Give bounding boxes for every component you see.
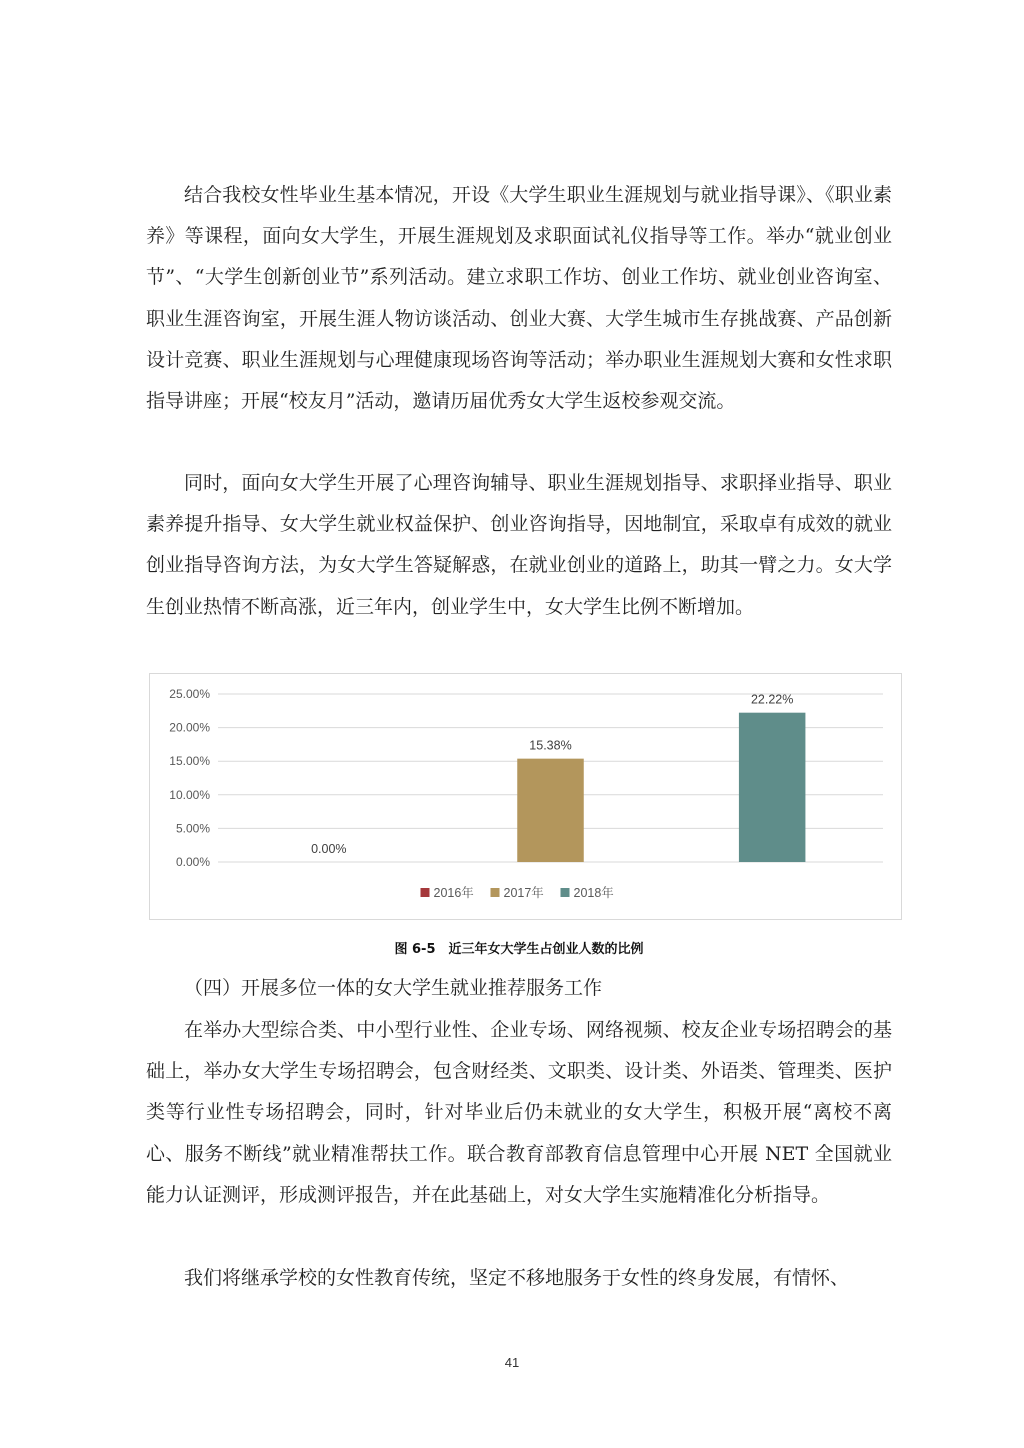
legend-label: 2018年 xyxy=(573,886,614,900)
chart-svg xyxy=(150,674,901,919)
figure-caption: 图 6-5 近三年女大学生占创业人数的比例 xyxy=(394,942,644,957)
body-paragraph-4: 我们将继承学校的女性教育传统，坚定不移地服务于女性的终身发展，有情怀、 xyxy=(184,1267,850,1289)
y-tick-label: 0.00% xyxy=(175,855,210,869)
legend-swatch xyxy=(491,888,500,897)
bar-2017年 xyxy=(517,759,584,862)
y-tick-label: 15.00% xyxy=(169,754,210,769)
body-paragraph-2: 同时，面向女大学生开展了心理咨询辅导、职业生涯规划指导、求职择业指导、职业素养提升指导、女大学生就业权益保护、创业咨询指导，因地制宜，采取卓有成效的就业创业指导咨询方法，为女大学生答疑解惑，在就业创业的道路上，助其一臂之力。女大学生创业热情不断高涨，近三年内，创业学生中，女大学生比例不断增加。 xyxy=(146,472,892,618)
body-paragraph-3: 在举办大型综合类、中小型行业性、企业专场、网络视频、校友企业专场招聘会的基础上，举办女大学生专场招聘会，包含财经类、文职类、设计类、外语类、管理类、医护类等行业性专场招聘会，同时，针对毕业后仍未就业的女大学生，积极开展“离校不离心、服务不断线”就业精准帮扶工作。联合教育部教育信息管理中心开展 NET 全国就业能力认证测评，形成测评报告，并在此基础上，对女大学生实施精准化分析指导。 xyxy=(146,1019,892,1206)
data-label: 15.38% xyxy=(529,738,572,753)
legend-label: 2016年 xyxy=(433,886,474,900)
legend-label: 2017年 xyxy=(503,886,544,900)
y-tick-label: 25.00% xyxy=(169,687,210,701)
page-number: 41 xyxy=(504,1355,520,1370)
data-label: 22.22% xyxy=(750,692,794,707)
y-tick-label: 5.00% xyxy=(175,821,210,836)
section-heading: （四）开展多位一体的女大学生就业推荐服务工作 xyxy=(184,977,603,999)
y-tick-label: 20.00% xyxy=(169,720,210,735)
legend-swatch xyxy=(421,888,430,897)
bar-2018年 xyxy=(739,713,806,862)
body-paragraph-1: 结合我校女性毕业生基本情况，开设《大学生职业生涯规划与就业指导课》、《职业素养》等课程，面向女大学生，开展生涯规划及求职面试礼仪指导等工作。举办“就业创业节”、“大学生创新创业节”系列活动。建立求职工作坊、创业工作坊、就业创业咨询室、职业生涯咨询室，开展生涯人物访谈活动、创业大赛、大学生城市生存挑战赛、产品创新设计竞赛、职业生涯规划与心理健康现场咨询等活动；举办职业生涯规划大赛和女性求职指导讲座；开展“校友月”活动，邀请历届优秀女大学生返校参观交流。 xyxy=(146,184,892,413)
data-label: 0.00% xyxy=(311,842,347,856)
legend-swatch xyxy=(561,888,570,897)
y-tick-label: 10.00% xyxy=(169,787,210,802)
bar-chart xyxy=(149,673,902,920)
